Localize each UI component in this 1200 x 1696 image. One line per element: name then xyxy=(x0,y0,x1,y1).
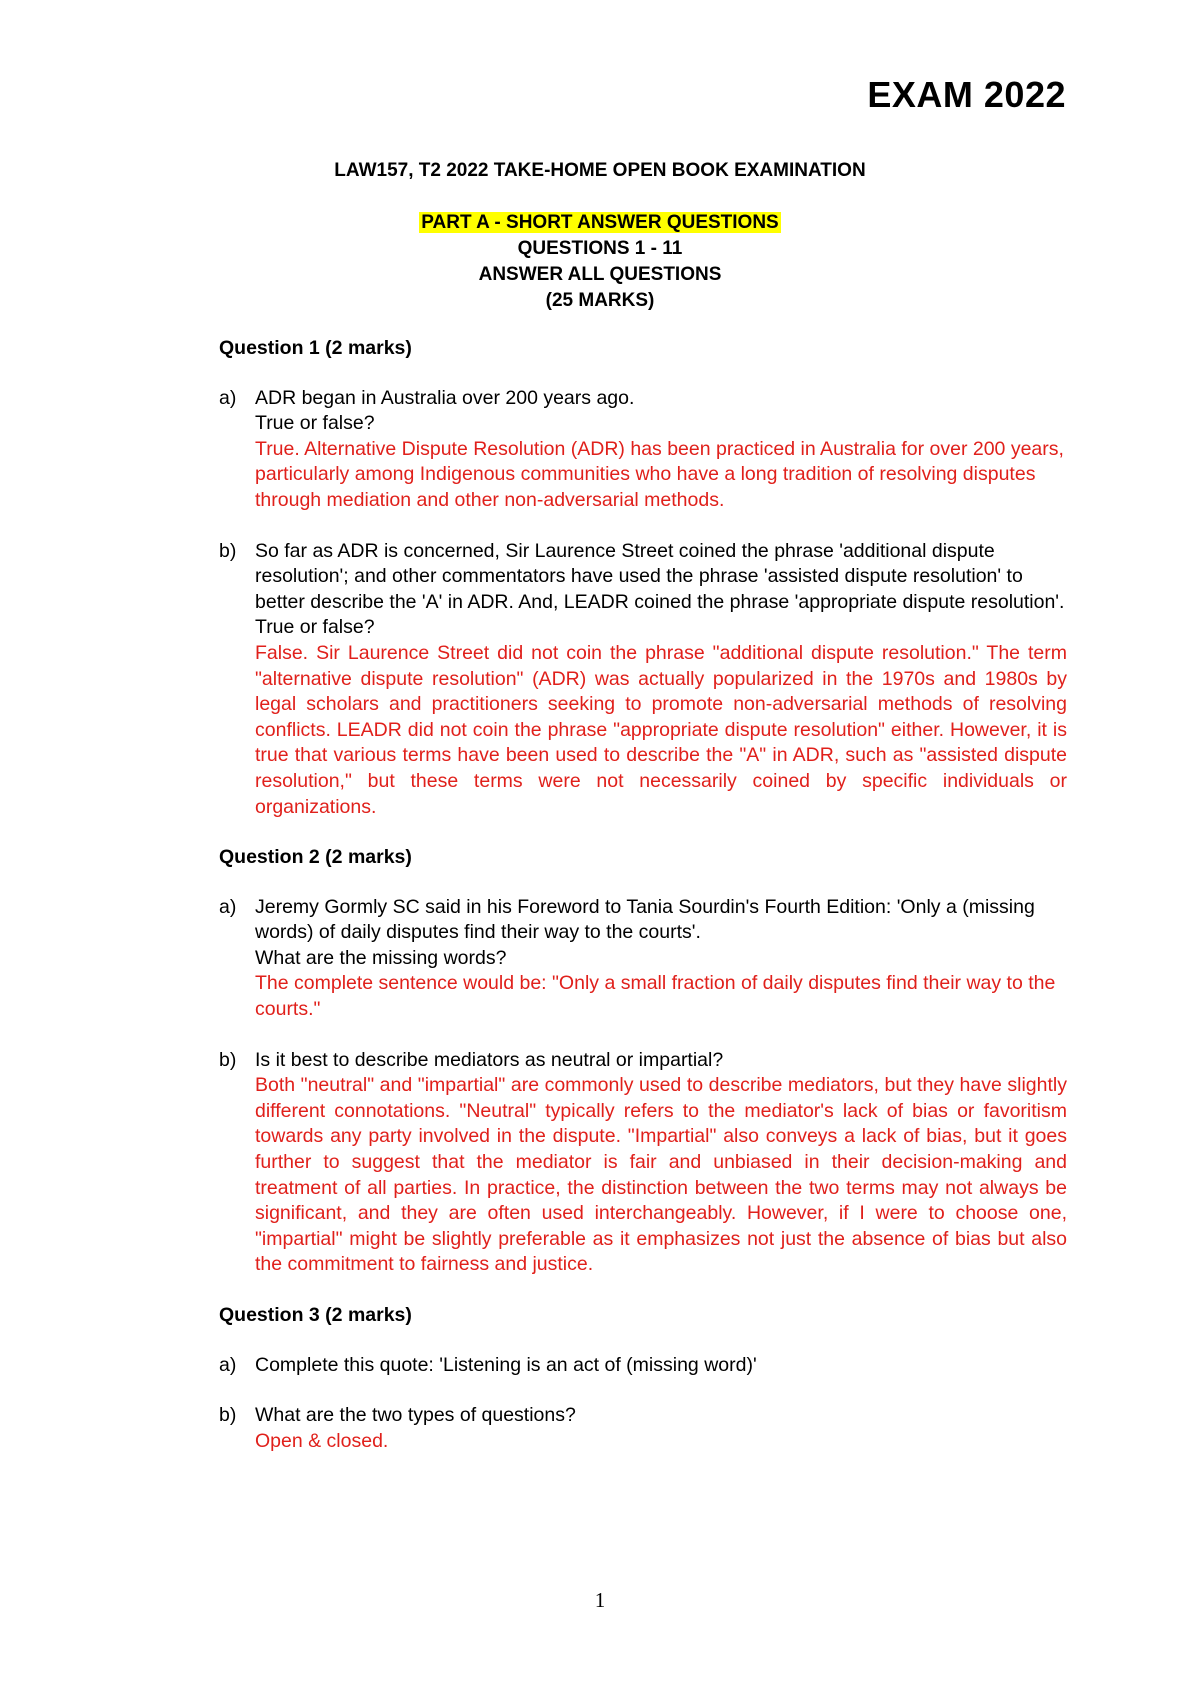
item-answer: True. Alternative Dispute Resolution (ADR) has been practiced in Australia for over 200 years, particularly among Indigenous communities who have a long tradition of resolving disputes through mediation and other non-adversarial methods. xyxy=(255,437,1064,511)
exam-title: EXAM 2022 xyxy=(867,74,1066,115)
question-item xyxy=(219,895,1067,1023)
questions-section xyxy=(219,336,1067,1479)
item-answer: Open & closed. xyxy=(255,1429,389,1452)
questions-range: QUESTIONS 1 - 11 xyxy=(517,238,683,259)
question-heading: Question 2 (2 marks) xyxy=(219,846,412,869)
question-item xyxy=(219,1048,1067,1278)
item-body xyxy=(255,895,1067,1023)
item-prompt: So far as ADR is concerned, Sir Laurence Street coined the phrase 'additional dispute resolution'; and other commentators have used the phrase 'assisted dispute resolution' to better describe the 'A' in ADR. And, LEADR coined the phrase 'appropriate dispute resolution'. xyxy=(255,539,1065,613)
part-header xyxy=(0,210,1200,314)
item-prompt: Jeremy Gormly SC said in his Foreword to Tania Sourdin's Fourth Edition: 'Only a (missing words) of daily disputes find their way to the courts'. xyxy=(255,895,1035,944)
question-item xyxy=(219,539,1067,821)
page-number: 1 xyxy=(594,1588,606,1612)
item-prompt: What are the two types of questions? xyxy=(255,1404,576,1427)
item-prompt: True or false? xyxy=(255,616,375,639)
item-prompt: ADR began in Australia over 200 years ago. xyxy=(255,386,635,409)
question-item xyxy=(219,1403,1067,1454)
part-title: PART A - SHORT ANSWER QUESTIONS xyxy=(421,212,779,233)
instruction: ANSWER ALL QUESTIONS xyxy=(478,264,722,285)
item-body xyxy=(255,1403,1067,1454)
item-prompt: True or false? xyxy=(255,412,375,435)
question-heading: Question 3 (2 marks) xyxy=(219,1304,412,1326)
item-letter: a) xyxy=(219,386,237,409)
question-item xyxy=(219,386,1067,514)
item-answer: Both "neutral" and "impartial" are commonly used to describe mediators, but they have slightly different connotations. "Neutral" typically refers to the mediator's lack of bias or favoritism towards any party involved in the dispute. "Impartial" also conveys a lack of bias, but it goes further to suggest that the mediator is fair and unbiased in their decision-making and treatment of all parties. In practice, the distinction between the two terms may not always be significant, and they are often used interchangeably. However, if I were to choose one, "impartial" might be slightly preferable as it emphasizes not just the absence of bias but also the commitment to fairness and justice. xyxy=(255,1074,1067,1276)
item-answer: The complete sentence would be: "Only a small fraction of daily disputes find their way to the courts." xyxy=(255,972,1056,1021)
item-body xyxy=(255,1048,1067,1278)
item-prompt: Is it best to describe mediators as neutral or impartial? xyxy=(255,1048,724,1071)
item-letter: a) xyxy=(219,1353,237,1376)
item-letter: b) xyxy=(219,539,237,562)
item-answer: False. Sir Laurence Street did not coin the phrase "additional dispute resolution." The term "alternative dispute resolution" (ADR) was actually popularized in the 1970s and 1980s by legal scholars and practitioners seeking to promote non-adversarial methods of resolving conflicts. LEADR did not coin the phrase "appropriate dispute resolution" either. However, it is true that various terms have been used to describe the "A" in ADR, such as "assisted dispute resolution," but these terms were not necessarily coined by specific individuals or organizations. xyxy=(255,641,1067,818)
item-body xyxy=(255,1353,1067,1379)
item-letter: b) xyxy=(219,1048,237,1071)
item-body xyxy=(255,539,1067,821)
item-prompt: What are the missing words? xyxy=(255,946,507,969)
question-heading: Question 1 (2 marks) xyxy=(219,337,412,359)
item-letter: a) xyxy=(219,895,237,918)
question-item xyxy=(219,1353,1067,1379)
item-prompt: Complete this quote: 'Listening is an act of (missing word)' xyxy=(255,1353,757,1376)
item-letter: b) xyxy=(219,1404,237,1427)
total-marks: (25 MARKS) xyxy=(545,290,655,311)
item-body xyxy=(255,386,1067,514)
course-title: LAW157, T2 2022 TAKE-HOME OPEN BOOK EXAMINATION xyxy=(334,160,866,181)
